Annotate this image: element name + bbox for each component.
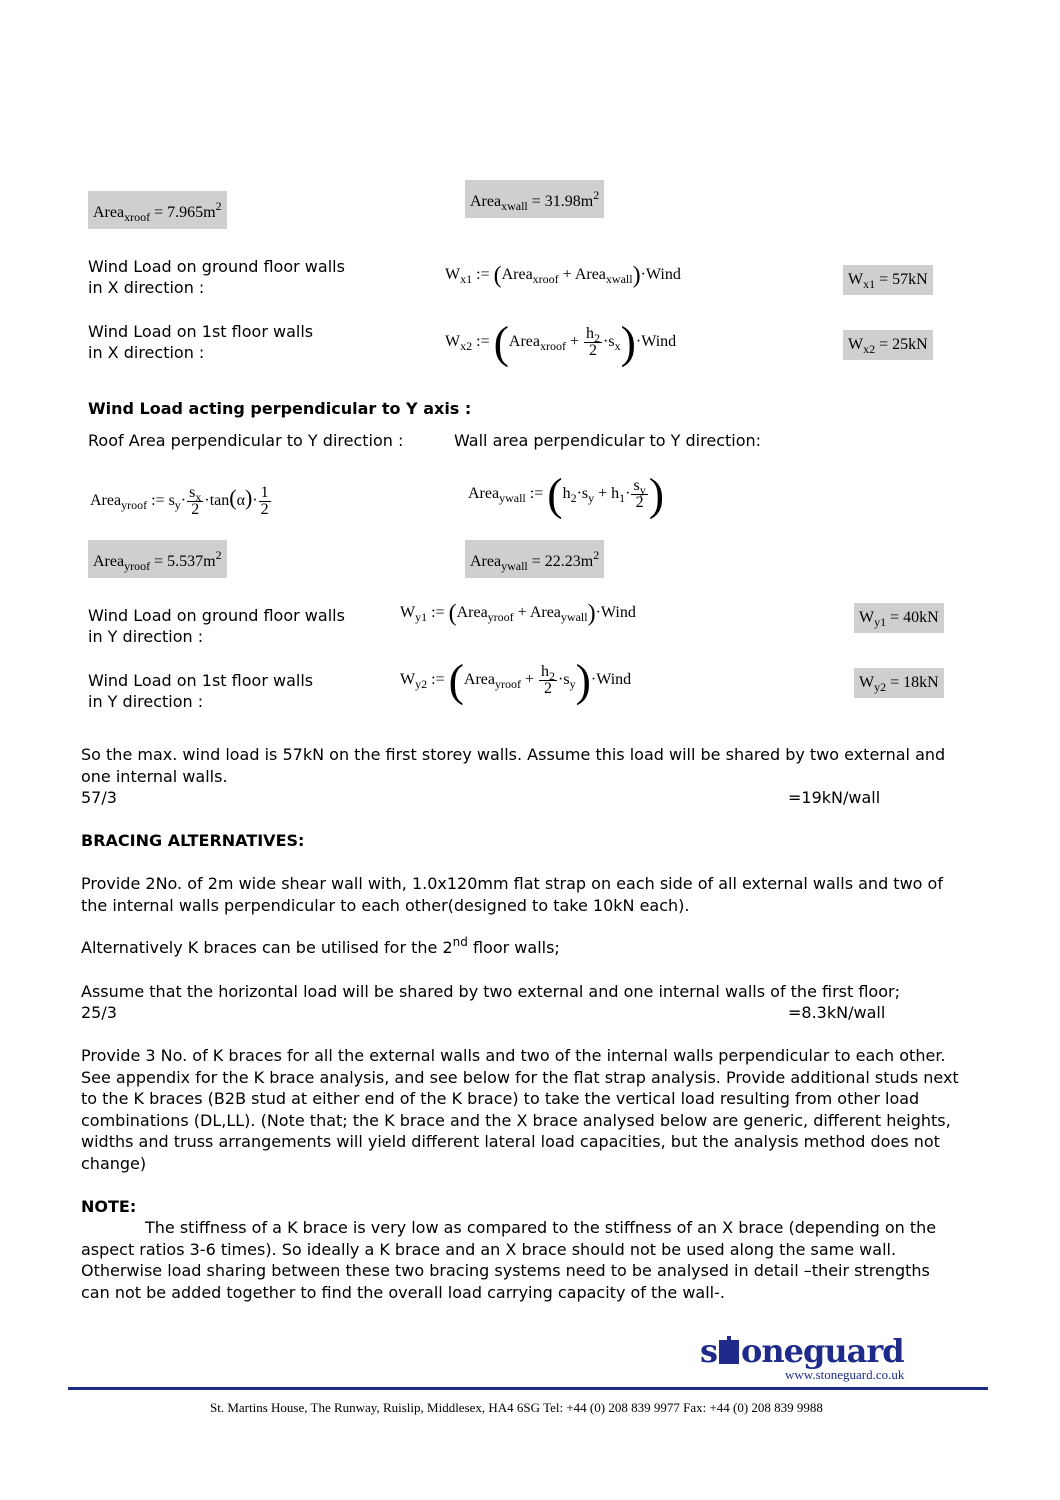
k-brace-paragraph: Alternatively K braces can be utilised for the 2nd floor walls; <box>81 935 560 957</box>
wx1-result: $W_{x1} = 57kN$ <box>843 265 933 295</box>
area-yroof-result: Area$_{yroof}$ = $5.537m^2$ <box>88 540 227 578</box>
tower-icon <box>719 1336 739 1364</box>
wall-area-y-label: Wall area perpendicular to Y direction: <box>454 431 762 450</box>
wy1-formula: $W_{y1}$ := (Area$_{yroof}$ + Area$_{ywall}$)·Wind <box>400 600 636 627</box>
wy1-result: $W_{y1} = 40kN$ <box>854 603 944 633</box>
wx1-label: Wind Load on ground floor walls in X direction : <box>88 257 345 297</box>
bracing-heading: BRACING ALTERNATIVES: <box>81 831 305 850</box>
area-xroof-result: Area$_{xroof}$ = $7.965m^2$ <box>88 191 227 229</box>
assume-paragraph: Assume that the horizontal load will be shared by two external and one internal walls of the first floor; <box>81 982 900 1001</box>
roof-area-y-label: Roof Area perpendicular to Y direction : <box>88 431 404 450</box>
website-link[interactable]: www.stoneguard.co.uk <box>785 1367 905 1382</box>
stoneguard-logo: s oneguard <box>700 1332 904 1370</box>
note-paragraph: The stiffness of a K brace is very low as compared to the stiffness of an X brace (depending on the aspect ratios 3-6 times). So ideally a K brace and an X brace should not be used along the same wall. Otherwise load sharing between these two bracing systems need to be analysed in detail –their strengths can not be added together to find the overall load carrying capacity of the wall-. <box>81 1218 937 1302</box>
y-axis-heading: Wind Load acting perpendicular to Y axis : <box>88 399 472 418</box>
wy2-label: Wind Load on 1st floor walls in Y direction : <box>88 671 314 711</box>
provide-k-braces-paragraph: Provide 3 No. of K braces for all the external walls and two of the internal walls perpendicular to each other. See appendix for the K brace analysis, and see below for the flat strap analysis. Provide additional studs next to the K braces (B2B stud at either end of the K brace) to take the vertical load resulting from other load combinations (DL,LL). (Note that; the K brace and the X brace analysed below are generic, different heights, widths and truss arrangements will yield different lateral load capacities, but the analysis method does not change) <box>81 1046 959 1173</box>
wx2-result: $W_{x2} = 25kN$ <box>843 330 933 360</box>
wx2-label: Wind Load on 1st floor walls in X direction : <box>88 322 314 362</box>
max-load-paragraph: So the max. wind load is 57kN on the first storey walls. Assume this load will be shared by two external and one internal walls. <box>81 745 946 786</box>
area-yroof-formula: Area$_{yroof}$ := $s_y\cdot$ $\frac{s_x}{2}$ ·tan(α)· $\frac{1}{2}$ <box>90 483 269 518</box>
calc-25-3: 25/3 <box>81 1003 117 1022</box>
area-ywall-result: Area$_{ywall}$ = $22.23m^2$ <box>465 540 604 578</box>
wy2-result: $W_{y2} = 18kN$ <box>854 668 944 698</box>
shear-wall-paragraph: Provide 2No. of 2m wide shear wall with, 1.0x120mm flat strap on each side of all external walls and two of the internal walls perpendicular to each other(designed to take 10kN each). <box>81 874 943 915</box>
footer-divider <box>68 1387 988 1390</box>
note-heading: NOTE: <box>81 1197 137 1216</box>
calc-8-3kn-wall: =8.3kN/wall <box>788 1003 886 1022</box>
calc-57-3: 57/3 <box>81 788 117 807</box>
wx2-formula: $W_{x2}$ := (Area$_{xroof}$ + $\frac{h_2}{2}$ $\cdot s_x)\cdot Wind$ <box>445 316 677 368</box>
calc-19kn-wall: =19kN/wall <box>788 788 881 807</box>
area-ywall-formula: Area$_{ywall}$ := ($h_2\cdot s_y + h_1\cdot$ $\frac{s_y}{2}$ ) <box>468 468 665 520</box>
wx1-formula: $W_{x1}$ := (Area$_{xroof}$ + Area$_{xwall}$)·Wind <box>445 262 681 289</box>
area-xwall-result: Area$_{xwall}$ = $31.98m^2$ <box>465 180 604 218</box>
wy2-formula: $W_{y2}$ := (Area$_{yroof}$ + $\frac{h_2}{2}$ $\cdot s_y)\cdot Wind$ <box>400 654 632 706</box>
footer-address: St. Martins House, The Runway, Ruislip, Middlesex, HA4 6SG Tel: +44 (0) 208 839 9977 Fax: +44 (0) 208 839 9988 <box>210 1400 823 1415</box>
wy1-label: Wind Load on ground floor walls in Y direction : <box>88 606 345 646</box>
